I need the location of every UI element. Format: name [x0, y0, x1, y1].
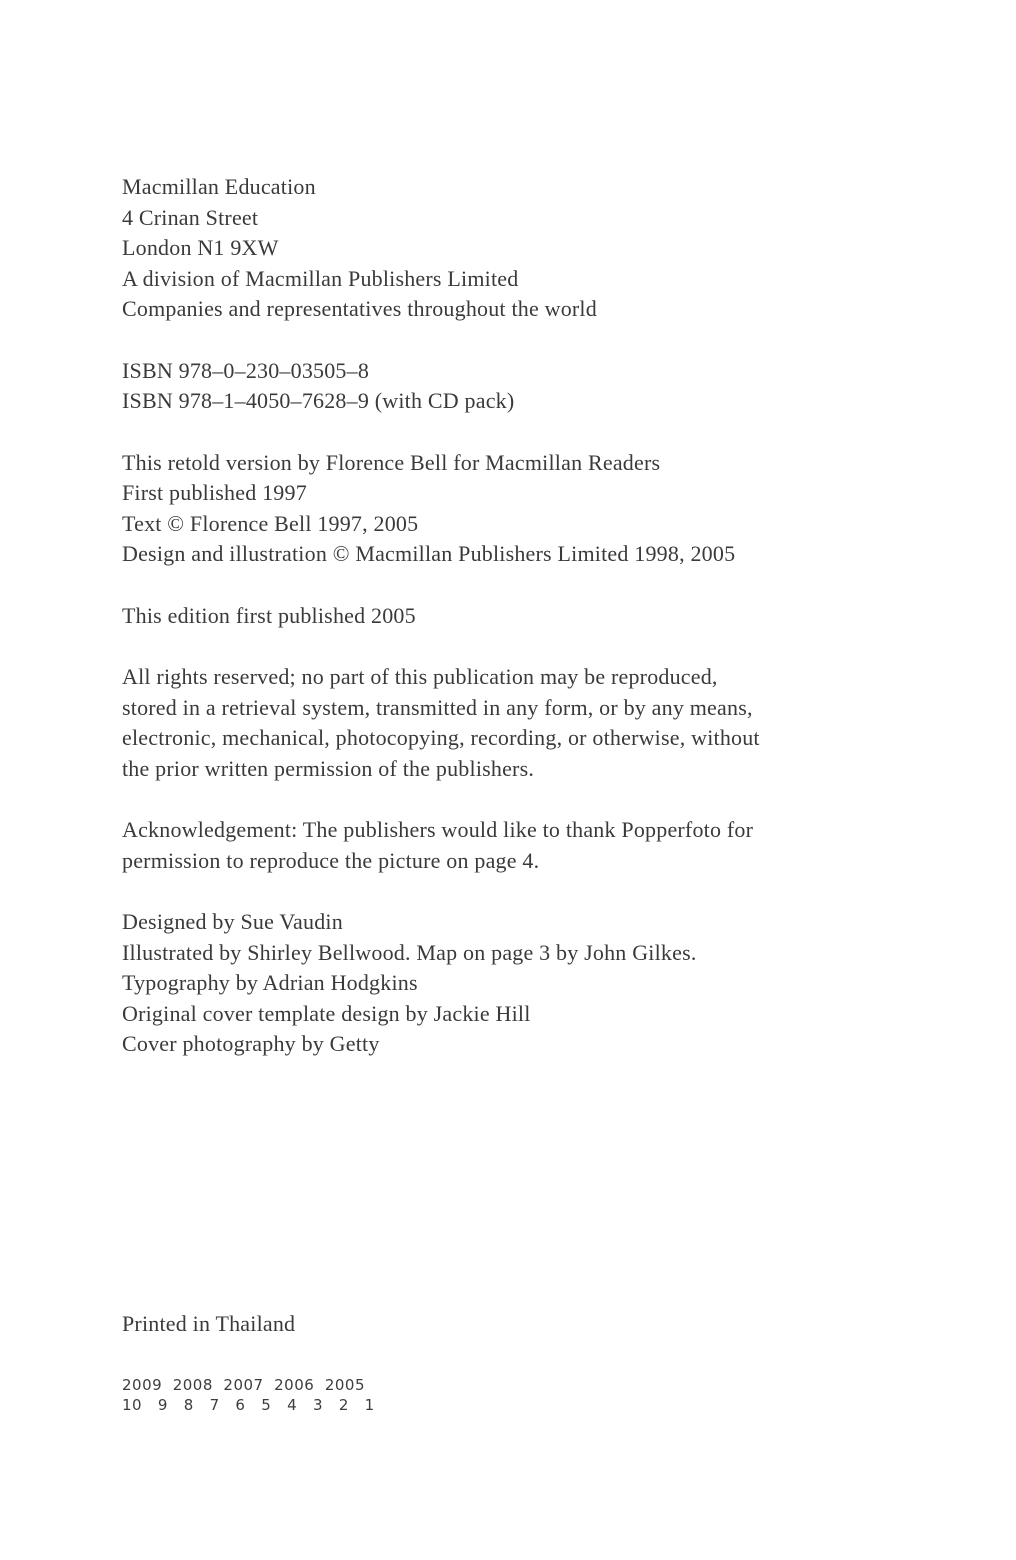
- rights-line: the prior written permission of the publishers.: [122, 755, 535, 781]
- printed-in-block: [122, 1309, 956, 1340]
- edition-note-block: [122, 601, 956, 632]
- design-credits-block: [122, 907, 956, 1060]
- rights-line: stored in a retrieval system, transmitted in any form, or by any means,: [122, 694, 753, 720]
- publisher-city: London N1 9XW: [122, 235, 279, 260]
- retold-version-line: This retold version by Florence Bell for Macmillan Readers: [122, 449, 661, 475]
- isbn-line-cd-pack: ISBN 978–1–4050–7628–9 (with CD pack): [122, 388, 515, 413]
- cover-photography-line: Cover photography by Getty: [122, 1031, 380, 1056]
- imprint-content: [122, 172, 956, 1446]
- edition-credits-block: [122, 448, 956, 570]
- design-copyright-line: Design and illustration © Macmillan Publishers Limited 1998, 2005: [122, 541, 736, 566]
- publisher-representatives: Companies and representatives throughout the world: [122, 296, 597, 321]
- impression-years-line: 2009 2008 2007 2006 2005: [122, 1376, 366, 1394]
- publisher-street: 4 Crinan Street: [122, 204, 259, 230]
- rights-line: electronic, mechanical, photocopying, recording, or otherwise, without: [122, 725, 760, 750]
- isbn-block: [122, 356, 956, 417]
- acknowledgement-block: [122, 815, 956, 876]
- publisher-division: A division of Macmillan Publishers Limited: [122, 265, 519, 291]
- designed-by-line: Designed by Sue Vaudin: [122, 909, 343, 934]
- rights-statement-block: [122, 662, 956, 784]
- rights-line: All rights reserved; no part of this publication may be reproduced,: [122, 664, 718, 689]
- first-published-line: First published 1997: [122, 480, 307, 505]
- impression-block: [122, 1375, 956, 1415]
- publisher-name: Macmillan Education: [122, 174, 316, 199]
- publisher-address-block: [122, 172, 956, 325]
- acknowledgement-line: Acknowledgement: The publishers would like to thank Popperfoto for: [122, 817, 754, 842]
- edition-note-line: This edition first published 2005: [122, 602, 416, 628]
- impression-numbers-line: 10 9 8 7 6 5 4 3 2 1: [122, 1396, 375, 1414]
- isbn-line: ISBN 978–0–230–03505–8: [122, 357, 370, 383]
- typography-by-line: Typography by Adrian Hodgkins: [122, 970, 418, 995]
- acknowledgement-line: permission to reproduce the picture on page 4.: [122, 847, 540, 873]
- illustrated-by-line: Illustrated by Shirley Bellwood. Map on page 3 by John Gilkes.: [122, 939, 697, 965]
- text-copyright-line: Text © Florence Bell 1997, 2005: [122, 510, 419, 536]
- cover-template-line: Original cover template design by Jackie Hill: [122, 1000, 531, 1026]
- printed-in-line: Printed in Thailand: [122, 1310, 296, 1336]
